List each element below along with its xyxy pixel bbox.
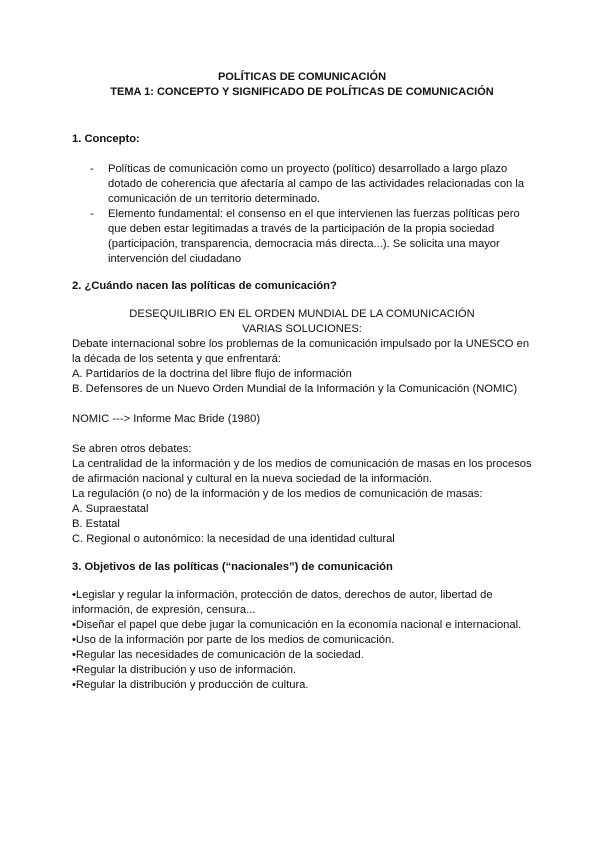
- solutions-heading: VARIAS SOLUCIONES:: [242, 323, 362, 335]
- option-b: B. Defensores de un Nuevo Orden Mundial de la Información y la Comunicación (NOMIC): [72, 383, 518, 395]
- regulation-b: B. Estatal: [72, 518, 120, 530]
- regulation-paragraph: La regulación (o no) de la información y de los medios de comunicación de masas:: [72, 488, 483, 500]
- objective-item: •Regular la distribución y uso de información.: [72, 664, 297, 676]
- concept-item: - Elemento fundamental: el consenso en el que intervienen las fuerzas políticas pero que deben estar legitimadas a través de la participación de la propia sociedad (participación, transparencia, democracia más directa...). Se solicita una mayor intervención del ciudadano: [72, 207, 532, 267]
- debate-paragraph: Debate internacional sobre los problemas de la comunicación impulsado por la UNESCO en la década de los setenta y que enfrentará:: [72, 338, 530, 365]
- option-a: A. Partidarios de la doctrina del libre flujo de información: [72, 368, 352, 380]
- objective-item: •Legislar y regular la información, protección de datos, derechos de autor, libertad de información, de expresión, censura...: [72, 589, 493, 616]
- objective-item: •Regular la distribución y producción de cultura.: [72, 679, 309, 691]
- document-subtitle: TEMA 1: CONCEPTO Y SIGNIFICADO DE POLÍTICAS DE COMUNICACIÓN: [110, 86, 494, 98]
- regulation-c: C. Regional o autonómico: la necesidad de una identidad cultural: [72, 533, 395, 545]
- objective-item: •Uso de la información por parte de los medios de comunicación.: [72, 634, 395, 646]
- other-debates: Se abren otros debates:: [72, 443, 192, 455]
- objective-item: •Regular las necesidades de comunicación de la sociedad.: [72, 649, 364, 661]
- document-page: [72, 70, 532, 693]
- centrality-paragraph: La centralidad de la información y de los medios de comunicación de masas en los procesos de afirmación nacional y cultural en la nueva sociedad de la información.: [72, 458, 532, 485]
- objective-item: •Diseñar el papel que debe jugar la comunicación en la economía nacional e internacional.: [72, 619, 522, 631]
- section3-heading: 3. Objetivos de las políticas (“nacionales”) de comunicación: [72, 561, 393, 573]
- objectives-list: [72, 588, 532, 693]
- imbalance-heading: DESEQUILIBRIO EN EL ORDEN MUNDIAL DE LA COMUNICACIÓN: [129, 308, 475, 320]
- nomic-line: NOMIC ---> Informe Mac Bride (1980): [72, 413, 261, 425]
- section2-heading: 2. ¿Cuándo nacen las políticas de comunicación?: [72, 280, 337, 292]
- regulation-a: A. Supraestatal: [72, 503, 149, 515]
- section1-heading: 1. Concepto:: [72, 133, 140, 145]
- concept-item: - Políticas de comunicación como un proyecto (político) desarrollado a largo plazo dotado de coherencia que afectaría al campo de las actividades relacionadas con la comunicación de un territorio determinado.: [72, 162, 532, 207]
- document-title: POLÍTICAS DE COMUNICACIÓN: [217, 71, 387, 83]
- concept-list: [72, 162, 532, 267]
